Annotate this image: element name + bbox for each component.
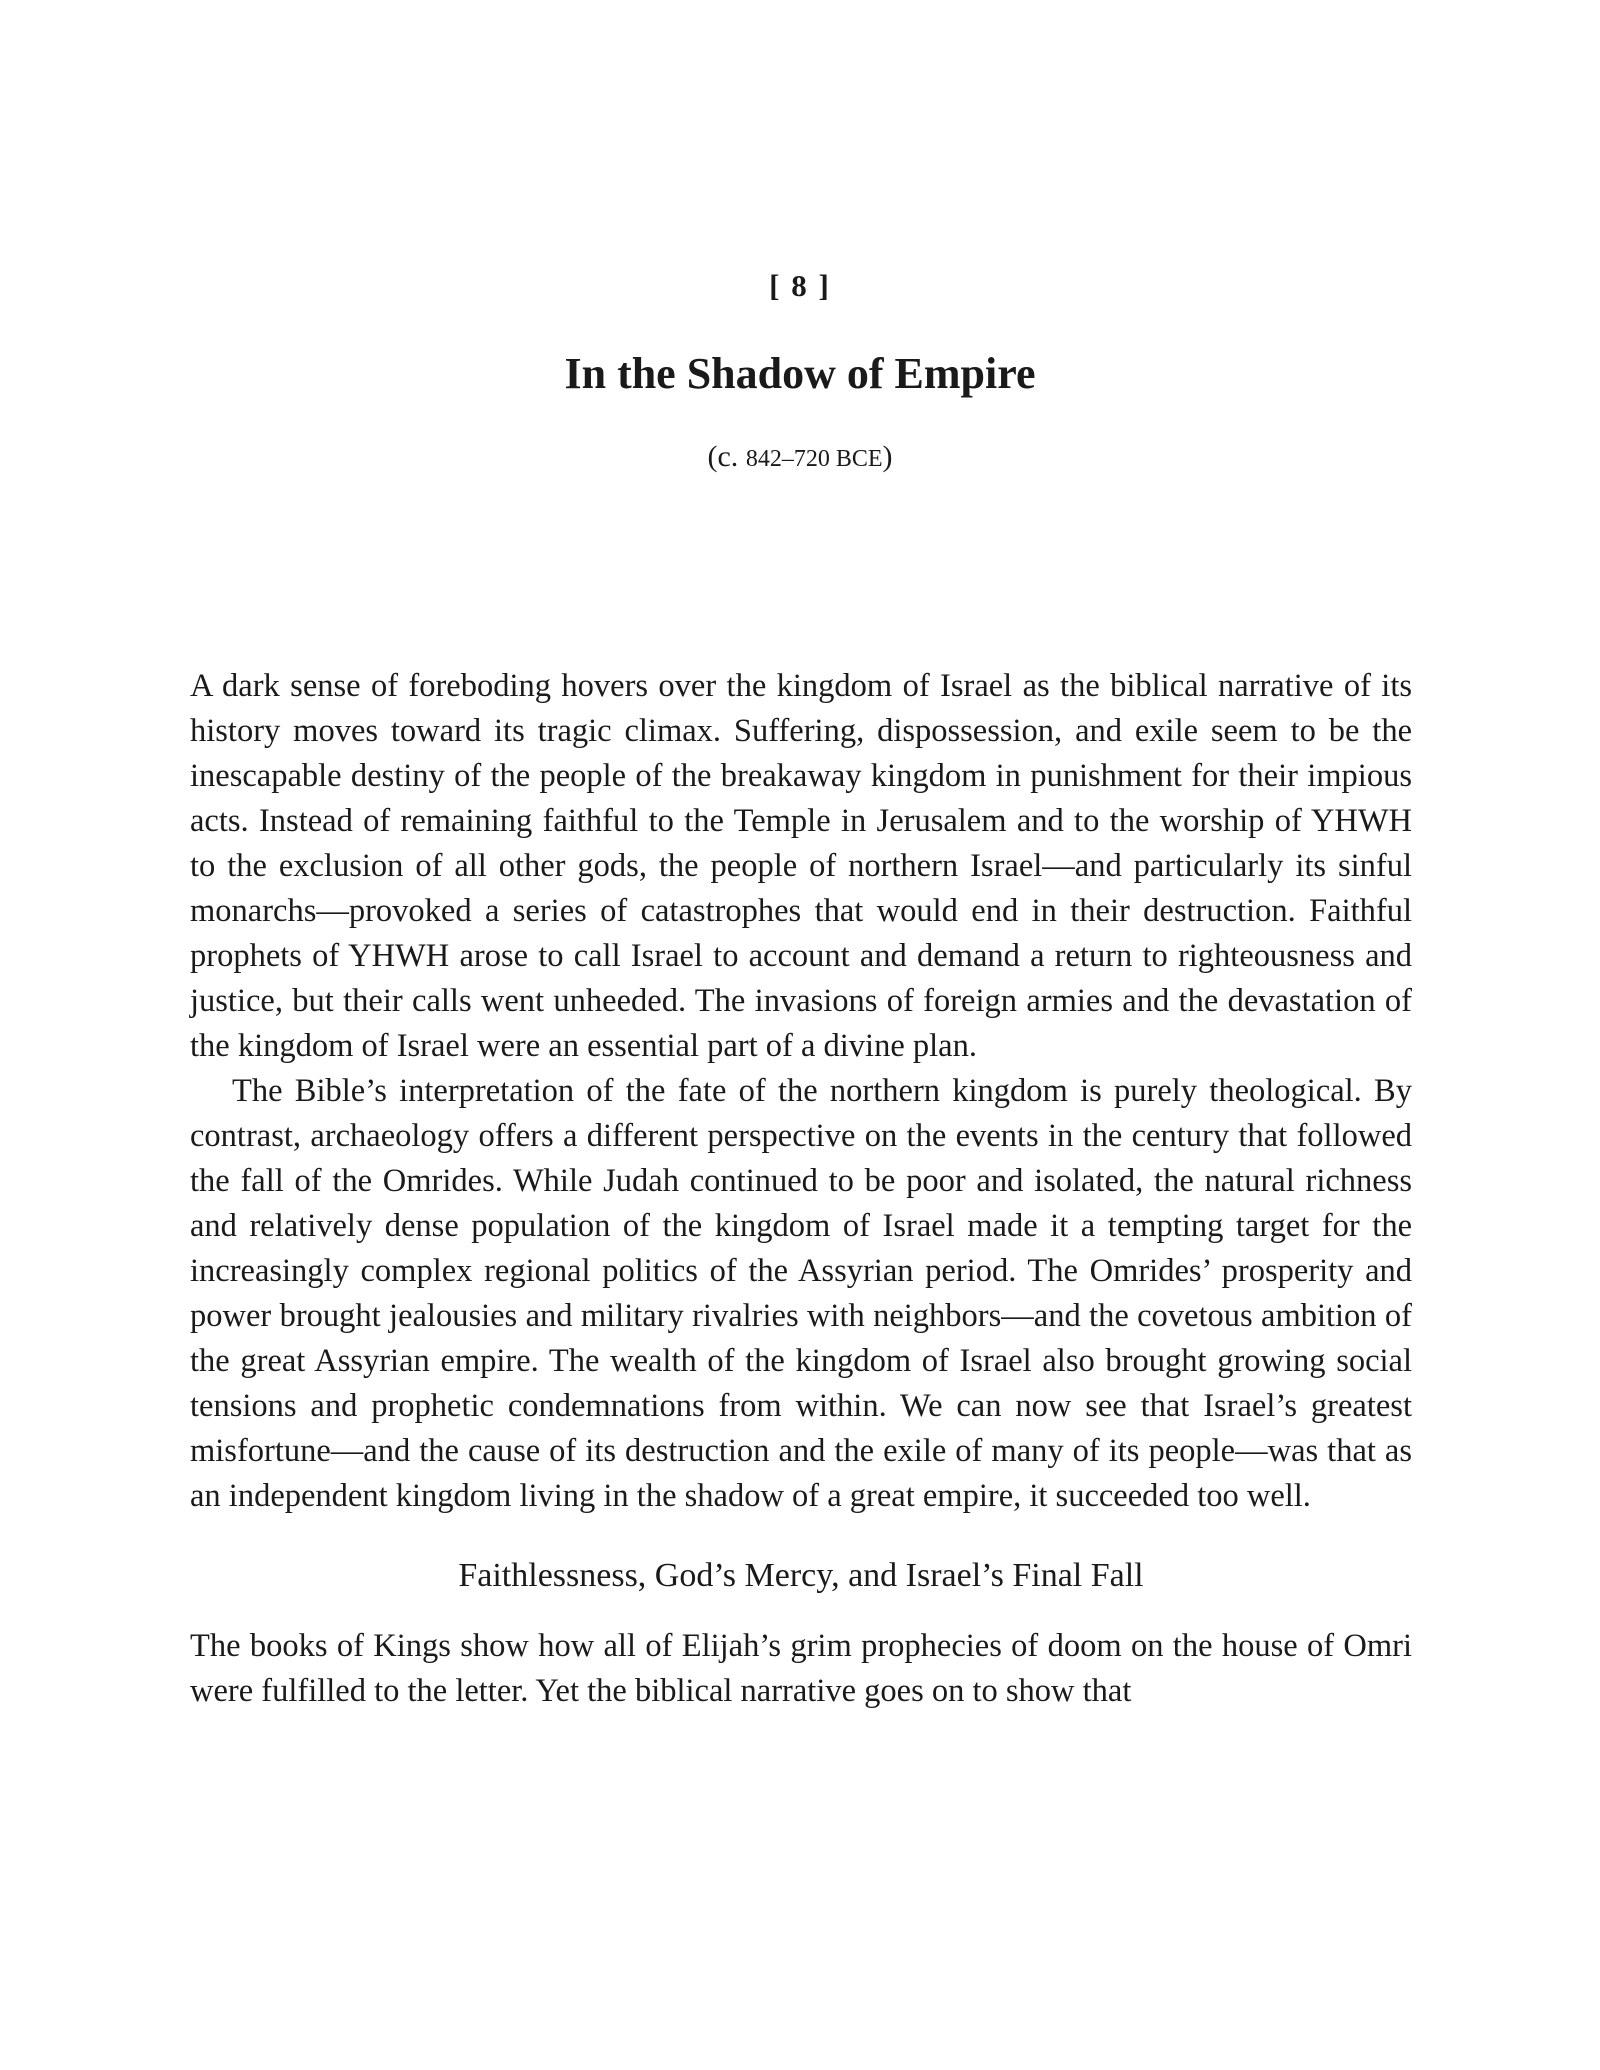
chapter-title: In the Shadow of Empire (564, 349, 1036, 398)
paragraph-2: The Bible’s interpretation of the fate of the northern kingdom is purely theological. By contrast, archaeology offers a different perspective on the events in the century that followed the fall of the Omrides. While Judah continued to be poor and isolated, the natural richness and relatively dense population of the kingdom of Israel made it a tempting target for the increasingly complex regional politics of the Assyrian period. The Omrides’ prosperity and power brought jealousies and military rivalries with neighbors—and the covetous ambition of the great Assyrian empire. The wealth of the kingdom of Israel also brought growing social tensions and prophetic condemnations from within. We can now see that Israel’s greatest misfortune—and the cause of its destruction and the exile of many of its people—was that as an independent kingdom living in the shadow of a great empire, it succeeded too well. (190, 1073, 1412, 1514)
chapter-dates (0, 440, 1600, 474)
body-text (190, 664, 1412, 1714)
chapter-dates-open: (c. (707, 440, 746, 473)
paragraph-1: A dark sense of foreboding hovers over the kingdom of Israel as the biblical narrative of its history moves toward its tragic climax. Suffering, dispossession, and exile seem to be the inescapable destiny of the people of the breakaway kingdom in punishment for their impious acts. Instead of remaining faithful to the Temple in Jerusalem and to the worship of YHWH to the exclusion of all other gods, the people of northern Israel—and particularly its sinful monarchs—provoked a series of catastrophes that would end in their destruction. Faithful prophets of YHWH arose to call Israel to account and demand a return to righteousness and justice, but their calls went unheeded. The invasions of foreign armies and the devastation of the kingdom of Israel were an essential part of a divine plan. (190, 668, 1412, 1064)
section-paragraph: The books of Kings show how all of Elijah’s grim prophecies of doom on the house of Omri were fulfilled to the letter. Yet the biblical narrative goes on to show that (190, 1628, 1412, 1709)
chapter-dates-close: ) (882, 440, 893, 473)
chapter-dates-range: 842–720 BCE (745, 446, 883, 472)
chapter-number: [ 8 ] (769, 268, 831, 303)
section-heading: Faithlessness, God’s Mercy, and Israel’s Final Fall (458, 1557, 1144, 1594)
